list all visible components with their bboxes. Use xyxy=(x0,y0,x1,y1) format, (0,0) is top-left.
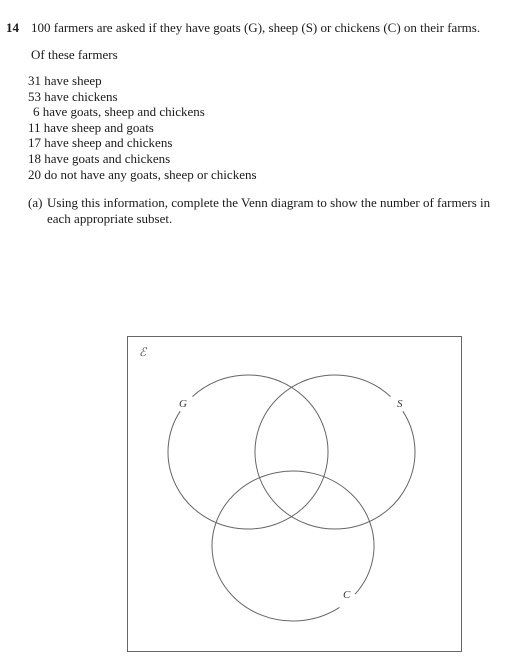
set-g-circle xyxy=(168,375,328,529)
set-g-label: G xyxy=(179,398,187,410)
venn-diagram[interactable] xyxy=(127,336,462,652)
fact-sheep-goats: 11 have sheep and goats xyxy=(28,119,154,135)
intro-text: Of these farmers xyxy=(31,47,118,62)
part-a-text: Using this information, complete the Venn diagram to show the number of farmers in each appropriate subset. xyxy=(47,195,491,226)
question-number: 14 xyxy=(6,20,19,35)
fact-goats-sheep-chickens: 6 have goats, sheep and chickens xyxy=(33,104,205,120)
fact-sheep: 31 have sheep xyxy=(28,73,102,88)
universal-set-symbol: ℰ xyxy=(139,345,147,359)
fact-sheep-chickens: 17 have sheep and chickens xyxy=(28,135,173,151)
universal-set-box xyxy=(128,337,462,652)
facts-list xyxy=(28,73,257,182)
fact-goats-chickens: 18 have goats and chickens xyxy=(28,150,171,166)
set-s-circle xyxy=(255,375,415,529)
question-stem: 100 farmers are asked if they have goats (G), sheep (S) or chickens (C) on their farms. xyxy=(31,20,481,35)
fact-chickens: 53 have chickens xyxy=(28,88,118,104)
set-s-label: S xyxy=(397,398,403,410)
set-c-label: C xyxy=(343,589,351,601)
part-a-label: (a) xyxy=(28,195,43,210)
fact-none: 20 do not have any goats, sheep or chickens xyxy=(28,166,257,182)
